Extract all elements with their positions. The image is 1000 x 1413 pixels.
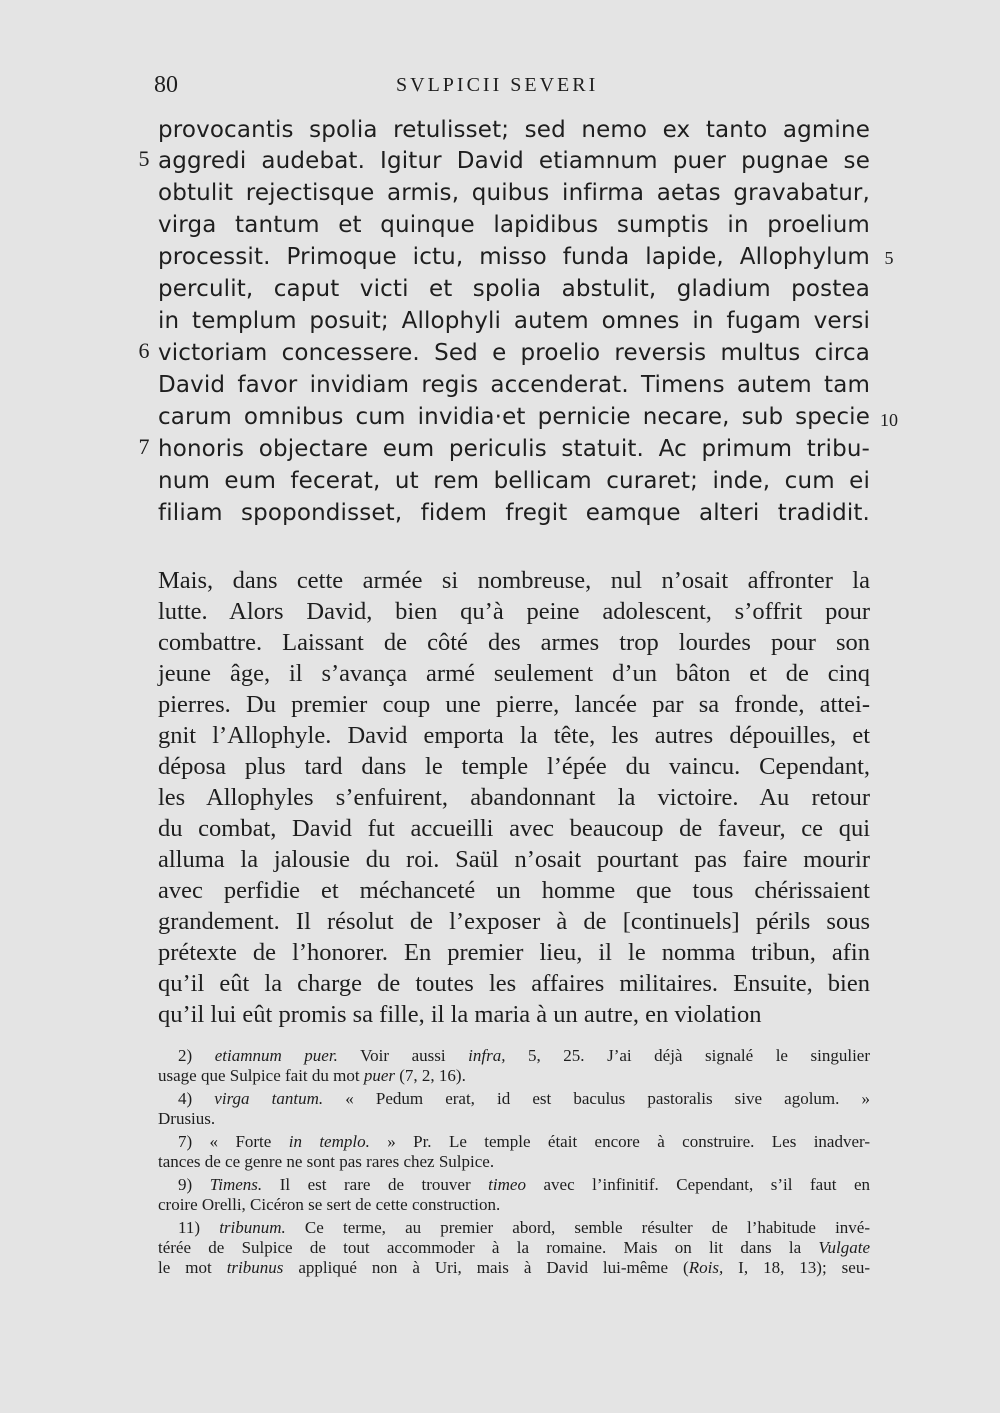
footnote-line: 4) virga tantum. « Pedum erat, id est baculus pastoralis sive agolum. » — [178, 1089, 871, 1108]
line-number: 5 — [884, 248, 894, 268]
verse-number: 6 — [138, 338, 150, 363]
footnote-line: térée de Sulpice de tout accommoder à la romaine. Mais on lit dans la Vulgate — [158, 1238, 870, 1257]
latin-line: obtulit rejectisque armis, quibus infirma aetas gravabatur, — [158, 180, 870, 206]
line-number: 10 — [880, 410, 898, 430]
footnote-line: usage que Sulpice fait du mot puer (7, 2, 16). — [158, 1066, 466, 1085]
french-line: du combat, David fut accueilli avec beaucoup de faveur, ce qui — [158, 815, 870, 842]
latin-line: honoris objectare eum periculis statuit. Ac primum tribu- — [158, 436, 870, 462]
french-line: déposa plus tard dans le temple l’épée du vaincu. Cependant, — [158, 753, 870, 780]
french-line: gnit l’Allophyle. David emporta la tête, les autres dépouilles, et — [158, 722, 870, 749]
french-line: les Allophyles s’enfuirent, abandonnant la victoire. Au retour — [158, 784, 870, 811]
latin-line: aggredi audebat. Igitur David etiamnum puer pugnae se — [158, 148, 870, 174]
footnote-line: croire Orelli, Cicéron se sert de cette construction. — [158, 1195, 501, 1214]
page-number: 80 — [154, 72, 178, 98]
latin-line: David favor invidiam regis accenderat. Timens autem tam — [158, 372, 870, 398]
latin-line: processit. Primoque ictu, misso funda lapide, Allophylum — [158, 244, 870, 270]
french-line: jeune âge, il s’avança armé seulement d’un bâton et de cinq — [158, 660, 870, 687]
verse-number: 5 — [138, 146, 150, 171]
running-title: SVLPICII SEVERI — [396, 74, 599, 96]
french-line: Mais, dans cette armée si nombreuse, nul n’osait affronter la — [158, 567, 870, 594]
french-line: pierres. Du premier coup une pierre, lancée par sa fronde, attei- — [158, 691, 870, 718]
footnote-line: tances de ce genre ne sont pas rares chez Sulpice. — [158, 1152, 495, 1171]
french-line: qu’il lui eût promis sa fille, il la maria à un autre, en violation — [158, 1001, 762, 1028]
footnote-line: 2) etiamnum puer. Voir aussi infra, 5, 25. J’ai déjà signalé le singulier — [178, 1046, 871, 1065]
french-line: avec perfidie et méchanceté un homme que tous chérissaient — [158, 877, 870, 904]
latin-line: perculit, caput victi et spolia abstulit, gladium postea — [158, 276, 870, 302]
latin-line: num eum fecerat, ut rem bellicam curaret; inde, cum ei — [158, 468, 870, 494]
french-line: lutte. Alors David, bien qu’à peine adolescent, s’offrit pour — [158, 598, 870, 625]
latin-line: victoriam concessere. Sed e proelio reversis multus circa — [158, 340, 870, 366]
footnote-line: le mot tribunus appliqué non à Uri, mais à David lui-même (Rois, I, 18, 13); seu- — [158, 1258, 871, 1277]
latin-line: in templum posuit; Allophyli autem omnes in fugam versi — [158, 308, 870, 334]
footnote-line: 9) Timens. Il est rare de trouver timeo avec l’infinitif. Cependant, s’il faut en — [178, 1175, 871, 1194]
page-header — [0, 72, 1000, 102]
latin-line: filiam spopondisset, fidem fregit eamque alteri tradidit. — [158, 500, 870, 526]
latin-line: provocantis spolia retulisset; sed nemo ex tanto agmine — [158, 117, 870, 143]
latin-line: carum omnibus cum invidia·et pernicie necare, sub specie — [158, 404, 870, 430]
footnote-line: 11) tribunum. Ce terme, au premier abord, semble résulter de l’habitude invé- — [178, 1218, 871, 1237]
verse-number: 7 — [138, 434, 150, 459]
french-line: alluma la jalousie du roi. Saül n’osait pourtant pas faire mourir — [158, 846, 870, 873]
french-line: grandement. Il résolut de l’exposer à de [continuels] périls sous — [158, 908, 870, 935]
latin-line: virga tantum et quinque lapidibus sumptis in proelium — [158, 212, 870, 238]
french-line: prétexte de l’honorer. En premier lieu, il le nomma tribun, afin — [158, 939, 870, 966]
footnote-line: 7) « Forte in templo. » Pr. Le temple était encore à construire. Les inadver- — [178, 1132, 870, 1151]
french-line: qu’il eût la charge de toutes les affaires militaires. Ensuite, bien — [158, 970, 870, 997]
footnote-line: Drusius. — [158, 1109, 216, 1128]
french-line: combattre. Laissant de côté des armes trop lourdes pour son — [158, 629, 870, 656]
